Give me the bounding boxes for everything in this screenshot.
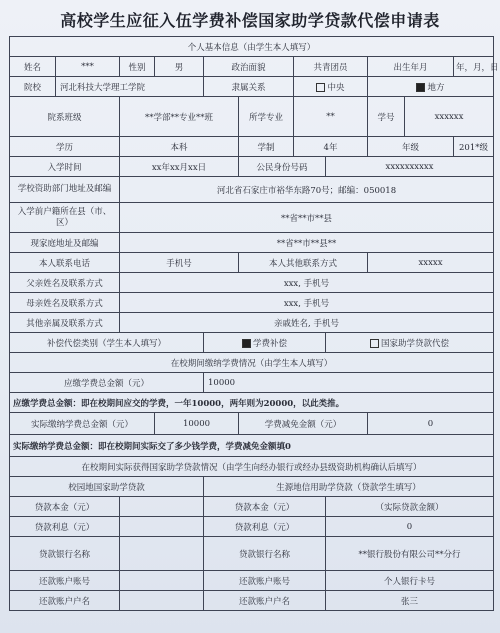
class-label: 院系班级: [10, 97, 120, 137]
row-name: [10, 57, 494, 77]
tuition-paid-value[interactable]: 10000: [155, 413, 239, 435]
application-form-table: [9, 36, 499, 611]
enroll-label: 入学时间: [10, 157, 120, 177]
political-label: 政治面貌: [204, 57, 294, 77]
section-tuition-row: [10, 353, 494, 373]
tuition-waiver-label: 学费减免金额（元）: [239, 413, 368, 435]
local-label: 地方: [427, 82, 445, 93]
row-mother: [10, 293, 494, 313]
school-label: 院校: [10, 77, 56, 97]
name-label: 姓名: [10, 57, 56, 77]
option-central[interactable]: [294, 77, 368, 97]
central-label: 中央: [327, 82, 345, 93]
central-checkbox-icon: [316, 83, 325, 92]
student-no-label: 学号: [368, 97, 405, 137]
aid-office-value[interactable]: 河北省石家庄市裕华东路70号；邮编：050018: [120, 177, 494, 203]
affiliation-label: 隶属关系: [204, 77, 294, 97]
father-label: 父亲姓名及联系方式: [10, 273, 120, 293]
source-bank-label: 贷款银行名称: [204, 537, 326, 571]
row-bank: [10, 537, 494, 571]
hukou-label: 入学前户籍所在县（市、区）: [10, 203, 120, 233]
student-no-value[interactable]: xxxxxx: [405, 97, 494, 137]
campus-bank-label: 贷款银行名称: [10, 537, 120, 571]
source-account-name-label: 还款账户户名: [204, 591, 326, 611]
grade-value[interactable]: 201*级: [454, 137, 494, 157]
other-contact-label: 本人其他联系方式: [239, 253, 368, 273]
phone-label: 本人联系电话: [10, 253, 120, 273]
row-aid-office: [10, 177, 494, 203]
source-account-name-value[interactable]: 张三: [326, 591, 494, 611]
campus-principal-value[interactable]: [120, 497, 204, 517]
section-personal-header: 个人基本信息（由学生本人填写）: [10, 37, 494, 57]
form-title: 高校学生应征入伍学费补偿国家助学贷款代偿申请表: [60, 11, 440, 30]
campus-account-no-label: 还款账户账号: [10, 571, 120, 591]
tuition-due-value[interactable]: 10000: [204, 373, 494, 393]
other-contact-value[interactable]: xxxxx: [368, 253, 494, 273]
school-value[interactable]: 河北科技大学理工学院: [56, 77, 204, 97]
home-address-label: 现家庭地址及邮编: [10, 233, 120, 253]
gender-value[interactable]: 男: [155, 57, 204, 77]
row-home-address: [10, 233, 494, 253]
tuition-checkbox-checked-icon: [242, 339, 251, 348]
name-value[interactable]: ***: [56, 57, 120, 77]
row-interest: [10, 517, 494, 537]
duration-label: 学制: [239, 137, 294, 157]
row-account-no: [10, 571, 494, 591]
row-note2: [10, 435, 494, 457]
political-value[interactable]: 共青团员: [294, 57, 368, 77]
loan-checkbox-icon: [370, 339, 379, 348]
section-tuition-header: 在校期间缴纳学费情况（由学生本人填写）: [10, 353, 494, 373]
source-interest-value[interactable]: 0: [326, 517, 494, 537]
row-father: [10, 273, 494, 293]
row-school: [10, 77, 494, 97]
loan-option-label: 国家助学贷款代偿: [380, 338, 449, 349]
duration-value[interactable]: 4年: [294, 137, 368, 157]
row-phone: [10, 253, 494, 273]
row-category: [10, 333, 494, 353]
source-bank-value[interactable]: **银行股份有限公司**分行: [326, 537, 494, 571]
home-address-value[interactable]: **省**市**县**: [120, 233, 494, 253]
source-principal-value[interactable]: （实际贷款金额）: [326, 497, 494, 517]
row-enroll: [10, 157, 494, 177]
mother-label: 母亲姓名及联系方式: [10, 293, 120, 313]
row-tuition-due: [10, 373, 494, 393]
tuition-paid-label: 实际缴纳学费总金额（元）: [10, 413, 155, 435]
education-value[interactable]: 本科: [120, 137, 239, 157]
option-local[interactable]: [368, 77, 494, 97]
campus-interest-label: 贷款利息（元）: [10, 517, 120, 537]
section-loan-row: [10, 457, 494, 477]
campus-principal-label: 贷款本金（元）: [10, 497, 120, 517]
id-label: 公民身份号码: [239, 157, 326, 177]
note-tuition-paid: 实际缴纳学费总金额：即在校期间实际交了多少钱学费，学费减免金额填0: [10, 435, 494, 457]
campus-loan-header: 校园地国家助学贷款: [10, 477, 204, 497]
local-checkbox-checked-icon: [416, 83, 425, 92]
tuition-waiver-value[interactable]: 0: [368, 413, 494, 435]
phone-value[interactable]: 手机号: [120, 253, 239, 273]
campus-account-no-value[interactable]: [120, 571, 204, 591]
campus-account-name-label: 还款账户户名: [10, 591, 120, 611]
row-loan-types: [10, 477, 494, 497]
source-interest-label: 贷款利息（元）: [204, 517, 326, 537]
relatives-value[interactable]: 亲戚姓名, 手机号: [120, 313, 494, 333]
option-tuition-compensation[interactable]: [204, 333, 326, 353]
row-class: [10, 97, 494, 137]
campus-bank-value[interactable]: [120, 537, 204, 571]
section-personal-row: [10, 37, 494, 57]
aid-office-label: 学校资助部门地址及邮编: [10, 177, 120, 203]
row-principal: [10, 497, 494, 517]
source-principal-label: 贷款本金（元）: [204, 497, 326, 517]
row-relatives: [10, 313, 494, 333]
source-account-no-value[interactable]: 个人银行卡号: [326, 571, 494, 591]
row-account-name: [10, 591, 494, 611]
gender-label: 性别: [120, 57, 155, 77]
source-loan-header: 生源地信用助学贷款（贷款学生填写）: [204, 477, 494, 497]
mother-value[interactable]: xxx, 手机号: [120, 293, 494, 313]
option-loan-repayment[interactable]: [326, 333, 494, 353]
enroll-value[interactable]: xx年xx月xx日: [120, 157, 239, 177]
section-loan-header: 在校期间实际获得国家助学贷款情况（由学生向经办银行或经办县级资助机构确认后填写）: [10, 457, 494, 477]
row-hukou: [10, 203, 494, 233]
education-label: 学历: [10, 137, 120, 157]
birth-label: 出生年月: [368, 57, 454, 77]
note-tuition-due: 应缴学费总金额：即在校期间应交的学费，一年10000，两年则为20000，以此类推。: [10, 393, 494, 413]
father-value[interactable]: xxx, 手机号: [120, 273, 494, 293]
row-education: [10, 137, 494, 157]
major-label: 所学专业: [239, 97, 294, 137]
major-value[interactable]: **: [294, 97, 368, 137]
id-value[interactable]: xxxxxxxxxx: [326, 157, 494, 177]
grade-label: 年级: [368, 137, 454, 157]
tuition-due-label: 应缴学费总金额（元）: [10, 373, 204, 393]
campus-interest-value[interactable]: [120, 517, 204, 537]
hukou-value[interactable]: **省**市**县: [120, 203, 494, 233]
campus-account-name-value[interactable]: [120, 591, 204, 611]
row-tuition-paid: [10, 413, 494, 435]
relatives-label: 其他亲属及联系方式: [10, 313, 120, 333]
class-value[interactable]: **学部**专业**班: [120, 97, 239, 137]
tuition-option-label: 学费补偿: [252, 338, 287, 349]
source-account-no-label: 还款账户账号: [204, 571, 326, 591]
row-note1: [10, 393, 494, 413]
category-label: 补偿代偿类别（学生本人填写）: [10, 333, 204, 353]
birth-value[interactable]: 年，月，日: [454, 57, 494, 77]
